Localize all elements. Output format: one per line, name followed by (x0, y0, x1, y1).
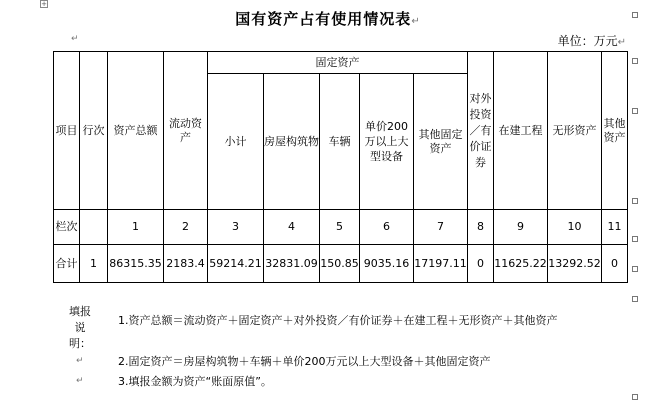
table-row (54, 245, 628, 283)
table-cell: 11625.22 (494, 245, 548, 283)
table-cell: 59214.21 (208, 245, 264, 283)
page-edge-marker-icon (632, 108, 638, 114)
col-index-label: 栏次 (54, 210, 80, 245)
table-cell: 1 (80, 245, 108, 283)
table-cell: 7 (414, 210, 468, 245)
header-row-no: 行次 (80, 52, 108, 210)
page-edge-marker-icon (632, 58, 638, 64)
table-cell: 4 (264, 210, 320, 245)
page-edge-marker-icon (632, 236, 638, 242)
paragraph-mark-icon: ↵ (76, 356, 84, 366)
table-cell: 0 (602, 245, 628, 283)
table-cell: 32831.09 (264, 245, 320, 283)
header-large-equipment: 单价200万以上大型设备 (360, 74, 414, 210)
table-cell: 17197.11 (414, 245, 468, 283)
header-intangible: 无形资产 (548, 52, 602, 210)
header-fixed-assets: 固定资产 (208, 52, 468, 74)
header-vehicles: 车辆 (320, 74, 360, 210)
header-total-assets: 资产总额 (108, 52, 164, 210)
header-construction: 在建工程 (494, 52, 548, 210)
note-item: 2.固定资产＝房屋构筑物＋车辆＋单价200万元以上大型设备＋其他固定资产 (118, 355, 491, 368)
page-edge-marker-icon (632, 394, 638, 400)
page-edge-marker-icon (632, 266, 638, 272)
note-item: 1.资产总额＝流动资产＋固定资产＋对外投资／有价证券＋在建工程＋无形资产＋其他资产 (118, 314, 558, 327)
page-edge-marker-icon (632, 198, 638, 204)
note-item: 3.填报金额为资产“账面原值”。 (118, 375, 272, 388)
page-edge-marker-icon (632, 296, 638, 302)
table-cell: 1 (108, 210, 164, 245)
header-item: 项目 (54, 52, 80, 210)
table-cell: 11 (602, 210, 628, 245)
table-cell: 9035.16 (360, 245, 414, 283)
header-current-assets: 流动资产 (164, 52, 208, 210)
table-cell: 10 (548, 210, 602, 245)
document-title: 国有资产占有使用情况表↵ (235, 10, 421, 28)
table-cell: 8 (468, 210, 494, 245)
unit-label: 单位：万元↵ (557, 34, 626, 48)
table-cell: 5 (320, 210, 360, 245)
header-other-fixed: 其他固定资产 (414, 74, 468, 210)
table-cell: 6 (360, 210, 414, 245)
header-other-assets: 其他资产 (602, 52, 628, 210)
page-anchor-icon: + (41, 0, 47, 8)
notes-label: 填报说明： (69, 305, 91, 350)
table-cell: 2 (164, 210, 208, 245)
header-buildings: 房屋构筑物 (264, 74, 320, 210)
total-row-label: 合计 (54, 245, 80, 283)
header-investment: 对外投资／有价证券 (468, 52, 494, 210)
table-row (54, 210, 628, 245)
table-cell: 3 (208, 210, 264, 245)
paragraph-mark-icon: ↵ (71, 34, 79, 44)
paragraph-mark-icon: ↵ (76, 376, 84, 386)
table-cell: 2183.4 (164, 245, 208, 283)
table-cell (80, 210, 108, 245)
header-fixed-subtotal: 小计 (208, 74, 264, 210)
table-cell: 86315.35 (108, 245, 164, 283)
table-cell: 13292.52 (548, 245, 602, 283)
table-cell: 150.85 (320, 245, 360, 283)
table-cell: 0 (468, 245, 494, 283)
assets-table (53, 51, 628, 283)
table-cell: 9 (494, 210, 548, 245)
